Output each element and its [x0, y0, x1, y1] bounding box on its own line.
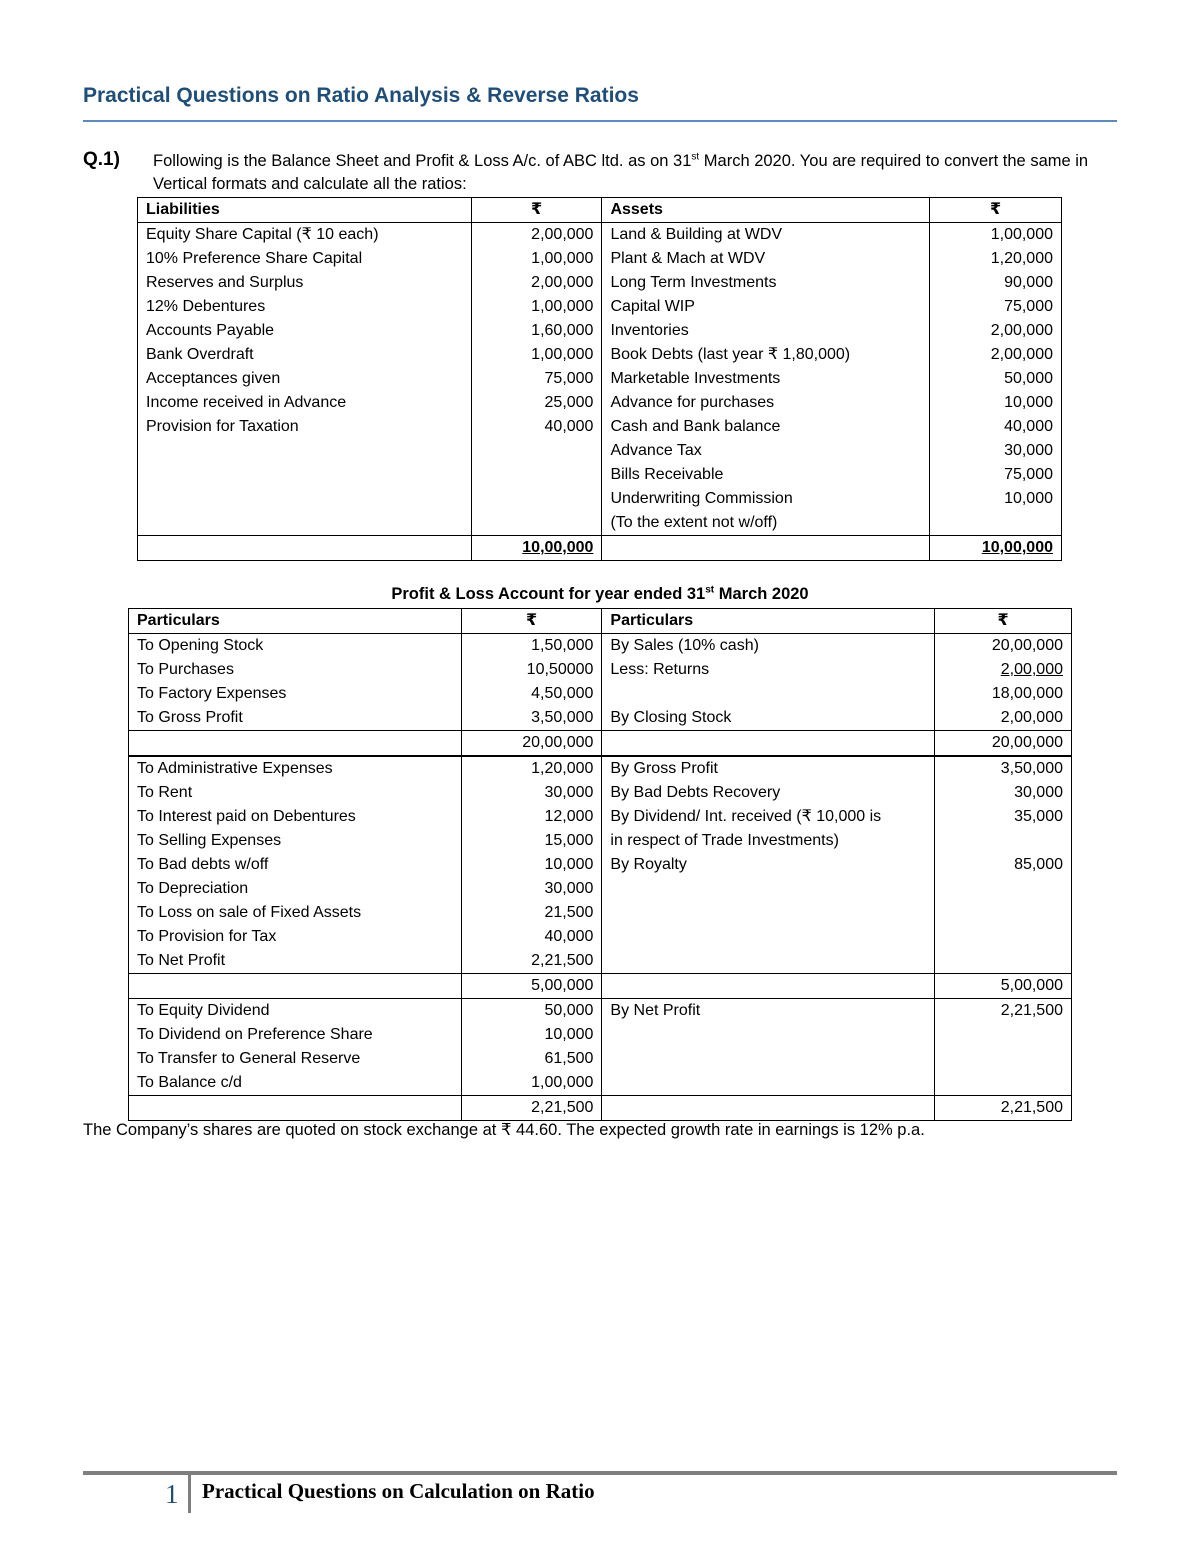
row-particular: To Opening Stock: [129, 634, 462, 659]
row-particular: [138, 439, 472, 463]
row-amount: 90,000: [930, 271, 1062, 295]
row-particular: To Bad debts w/off: [129, 853, 462, 877]
row-particular: [602, 1047, 935, 1071]
row-amount: [471, 511, 602, 536]
row-particular: To Provision for Tax: [129, 925, 462, 949]
row-particular: By Gross Profit: [602, 756, 935, 781]
row-particular: Less: Returns: [602, 658, 935, 682]
row-amount: 20,00,000: [935, 634, 1072, 659]
row-particular: To Gross Profit: [129, 706, 462, 731]
row-particular: To Loss on sale of Fixed Assets: [129, 901, 462, 925]
row-particular: Reserves and Surplus: [138, 271, 472, 295]
row-amount: 12,000: [461, 805, 602, 829]
row-amount: 15,000: [461, 829, 602, 853]
row-amount: 1,20,000: [930, 247, 1062, 271]
row-amount: [471, 487, 602, 511]
row-particular: Equity Share Capital (₹ 10 each): [138, 223, 472, 248]
row-amount: 75,000: [930, 463, 1062, 487]
row-particular: Capital WIP: [602, 295, 930, 319]
pl-row: [129, 853, 1072, 877]
header-rupee: ₹: [930, 198, 1062, 223]
row-amount: 1,00,000: [461, 1071, 602, 1096]
row-amount: 1,00,000: [930, 223, 1062, 248]
header-assets: Assets: [602, 198, 930, 223]
footer-divider: [188, 1473, 191, 1513]
row-particular: To Balance c/d: [129, 1071, 462, 1096]
row-amount: 3,50,000: [935, 756, 1072, 781]
row-amount: 10,000: [461, 853, 602, 877]
row-amount: 30,000: [935, 781, 1072, 805]
balance-sheet-rows: [138, 223, 1062, 536]
row-amount: [935, 901, 1072, 925]
row-particular: By Dividend/ Int. received (₹ 10,000 is: [602, 805, 935, 829]
row-particular: [602, 925, 935, 949]
row-amount: 85,000: [935, 853, 1072, 877]
pl-total-right: 5,00,000: [935, 974, 1072, 999]
row-particular: To Administrative Expenses: [129, 756, 462, 781]
trading-row: [129, 658, 1072, 682]
row-particular: [602, 949, 935, 974]
row-amount: 2,00,000: [471, 223, 602, 248]
heading-rule: [83, 120, 1117, 122]
row-particular: By Bad Debts Recovery: [602, 781, 935, 805]
row-amount: 75,000: [930, 295, 1062, 319]
row-particular: To Depreciation: [129, 877, 462, 901]
row-particular: Plant & Mach at WDV: [602, 247, 930, 271]
balance-sheet-row: [138, 223, 1062, 248]
pl-row: [129, 756, 1072, 781]
row-amount: [935, 1023, 1072, 1047]
balance-sheet-row: [138, 367, 1062, 391]
row-particular: (To the extent not w/off): [602, 511, 930, 536]
row-particular: 10% Preference Share Capital: [138, 247, 472, 271]
row-amount: 18,00,000: [935, 682, 1072, 706]
row-particular: Income received in Advance: [138, 391, 472, 415]
trading-rows: [129, 634, 1072, 731]
row-particular: [602, 1023, 935, 1047]
row-amount: 1,00,000: [471, 247, 602, 271]
total-assets: 10,00,000: [930, 536, 1062, 561]
row-particular: To Equity Dividend: [129, 999, 462, 1024]
balance-sheet-row: [138, 343, 1062, 367]
total-blank: [602, 536, 930, 561]
trading-total-row: [129, 731, 1072, 757]
footer-rule: [83, 1471, 1117, 1475]
row-particular: [138, 511, 472, 536]
row-particular: By Sales (10% cash): [602, 634, 935, 659]
trading-row: [129, 634, 1072, 659]
row-particular: To Interest paid on Debentures: [129, 805, 462, 829]
page-number: 1: [165, 1479, 179, 1509]
row-amount: 2,21,500: [461, 949, 602, 974]
row-amount: 2,21,500: [935, 999, 1072, 1024]
row-particular: [602, 682, 935, 706]
row-particular: By Royalty: [602, 853, 935, 877]
row-amount: [935, 1071, 1072, 1096]
appropriation-row: [129, 1071, 1072, 1096]
balance-sheet-row: [138, 295, 1062, 319]
pl-total-left: 5,00,000: [461, 974, 602, 999]
row-amount: 30,000: [461, 877, 602, 901]
row-particular: To Factory Expenses: [129, 682, 462, 706]
row-amount: 1,60,000: [471, 319, 602, 343]
footnote: The Company’s shares are quoted on stock exchange at ₹ 44.60. The expected growth rate in earnings is 12% p.a.: [83, 1121, 925, 1139]
row-particular: Bills Receivable: [602, 463, 930, 487]
row-amount: 2,00,000: [930, 343, 1062, 367]
balance-sheet-row: [138, 463, 1062, 487]
appropriation-total-row: [129, 1096, 1072, 1121]
trading-row: [129, 682, 1072, 706]
balance-sheet-row: [138, 487, 1062, 511]
appropriation-row: [129, 1047, 1072, 1071]
row-amount: 35,000: [935, 805, 1072, 829]
balance-sheet-row: [138, 415, 1062, 439]
row-particular: To Purchases: [129, 658, 462, 682]
row-particular: in respect of Trade Investments): [602, 829, 935, 853]
row-particular: [602, 1071, 935, 1096]
row-particular: Advance for purchases: [602, 391, 930, 415]
row-particular: [602, 901, 935, 925]
row-amount: 1,50,000: [461, 634, 602, 659]
pl-header: [129, 609, 1072, 634]
trading-row: [129, 706, 1072, 731]
trading-total-right: 20,00,000: [935, 731, 1072, 757]
row-particular: To Dividend on Preference Share: [129, 1023, 462, 1047]
pl-row: [129, 949, 1072, 974]
row-particular: To Transfer to General Reserve: [129, 1047, 462, 1071]
trading-total-left: 20,00,000: [461, 731, 602, 757]
page-heading: Practical Questions on Ratio Analysis & Reverse Ratios: [83, 84, 639, 107]
row-particular: 12% Debentures: [138, 295, 472, 319]
total-liabilities: 10,00,000: [471, 536, 602, 561]
appropriation-row: [129, 1023, 1072, 1047]
balance-sheet-row: [138, 391, 1062, 415]
pl-row: [129, 781, 1072, 805]
row-particular: Cash and Bank balance: [602, 415, 930, 439]
row-particular: To Net Profit: [129, 949, 462, 974]
row-amount: 61,500: [461, 1047, 602, 1071]
row-particular: Accounts Payable: [138, 319, 472, 343]
balance-sheet-table: [137, 197, 1062, 561]
row-particular: Bank Overdraft: [138, 343, 472, 367]
total-blank: [129, 1096, 462, 1121]
row-amount: [471, 463, 602, 487]
pl-title: Profit & Loss Account for year ended 31st March 2020: [391, 584, 809, 603]
header-rupee: ₹: [935, 609, 1072, 634]
row-amount: 40,000: [461, 925, 602, 949]
row-amount: 2,00,000: [471, 271, 602, 295]
question-number: Q.1): [83, 149, 120, 170]
pl-row: [129, 829, 1072, 853]
row-amount: 50,000: [930, 367, 1062, 391]
row-particular: To Rent: [129, 781, 462, 805]
pl-row: [129, 925, 1072, 949]
header-rupee: ₹: [471, 198, 602, 223]
appropriation-total-left: 2,21,500: [461, 1096, 602, 1121]
total-blank: [129, 731, 462, 757]
header-particulars: Particulars: [129, 609, 462, 634]
total-blank: [138, 536, 472, 561]
row-particular: [138, 487, 472, 511]
total-blank: [129, 974, 462, 999]
profit-loss-table: [128, 608, 1072, 1121]
row-amount: [935, 1047, 1072, 1071]
footer-title: Practical Questions on Calculation on Ratio: [202, 1479, 595, 1503]
row-amount: 50,000: [461, 999, 602, 1024]
total-blank: [602, 1096, 935, 1121]
row-amount: 3,50,000: [461, 706, 602, 731]
header-rupee: ₹: [461, 609, 602, 634]
row-amount: 25,000: [471, 391, 602, 415]
row-amount: 1,00,000: [471, 343, 602, 367]
row-amount: 30,000: [930, 439, 1062, 463]
pl-row: [129, 805, 1072, 829]
row-amount: [935, 829, 1072, 853]
row-particular: By Closing Stock: [602, 706, 935, 731]
total-blank: [602, 974, 935, 999]
row-amount: 10,50000: [461, 658, 602, 682]
row-particular: Long Term Investments: [602, 271, 930, 295]
row-particular: Land & Building at WDV: [602, 223, 930, 248]
question-text: Following is the Balance Sheet and Profit & Loss A/c. of ABC ltd. as on 31st March 2020. You are required to convert the same in Vertical formats and calculate all the ratios:: [153, 151, 1089, 193]
row-particular: Advance Tax: [602, 439, 930, 463]
balance-sheet-row: [138, 439, 1062, 463]
row-amount: 10,000: [930, 487, 1062, 511]
row-amount: [471, 439, 602, 463]
pl-row: [129, 877, 1072, 901]
row-amount: 75,000: [471, 367, 602, 391]
balance-sheet-row: [138, 511, 1062, 536]
row-amount: 40,000: [471, 415, 602, 439]
row-amount: 21,500: [461, 901, 602, 925]
row-amount: [935, 949, 1072, 974]
balance-sheet-row: [138, 247, 1062, 271]
pl-total-row: [129, 974, 1072, 999]
pl-rows: [129, 756, 1072, 974]
row-particular: Marketable Investments: [602, 367, 930, 391]
row-amount: 10,000: [461, 1023, 602, 1047]
total-blank: [602, 731, 935, 757]
row-particular: Acceptances given: [138, 367, 472, 391]
header-particulars: Particulars: [602, 609, 935, 634]
balance-sheet-row: [138, 271, 1062, 295]
row-particular: Underwriting Commission: [602, 487, 930, 511]
header-liabilities: Liabilities: [138, 198, 472, 223]
balance-sheet-header: [138, 198, 1062, 223]
row-particular: [602, 877, 935, 901]
appropriation-rows: [129, 999, 1072, 1096]
row-particular: By Net Profit: [602, 999, 935, 1024]
row-particular: Book Debts (last year ₹ 1,80,000): [602, 343, 930, 367]
row-amount: 2,00,000: [935, 658, 1072, 682]
row-amount: 2,00,000: [935, 706, 1072, 731]
row-particular: Inventories: [602, 319, 930, 343]
row-amount: 4,50,000: [461, 682, 602, 706]
row-amount: 1,20,000: [461, 756, 602, 781]
row-amount: 40,000: [930, 415, 1062, 439]
pl-row: [129, 901, 1072, 925]
row-particular: Provision for Taxation: [138, 415, 472, 439]
row-amount: [930, 511, 1062, 536]
row-amount: [935, 925, 1072, 949]
row-particular: [138, 463, 472, 487]
balance-sheet-row: [138, 319, 1062, 343]
row-amount: 30,000: [461, 781, 602, 805]
row-amount: 2,00,000: [930, 319, 1062, 343]
row-amount: 1,00,000: [471, 295, 602, 319]
balance-sheet-total-row: [138, 536, 1062, 561]
appropriation-total-right: 2,21,500: [935, 1096, 1072, 1121]
row-amount: [935, 877, 1072, 901]
appropriation-row: [129, 999, 1072, 1024]
row-particular: To Selling Expenses: [129, 829, 462, 853]
row-amount: 10,000: [930, 391, 1062, 415]
